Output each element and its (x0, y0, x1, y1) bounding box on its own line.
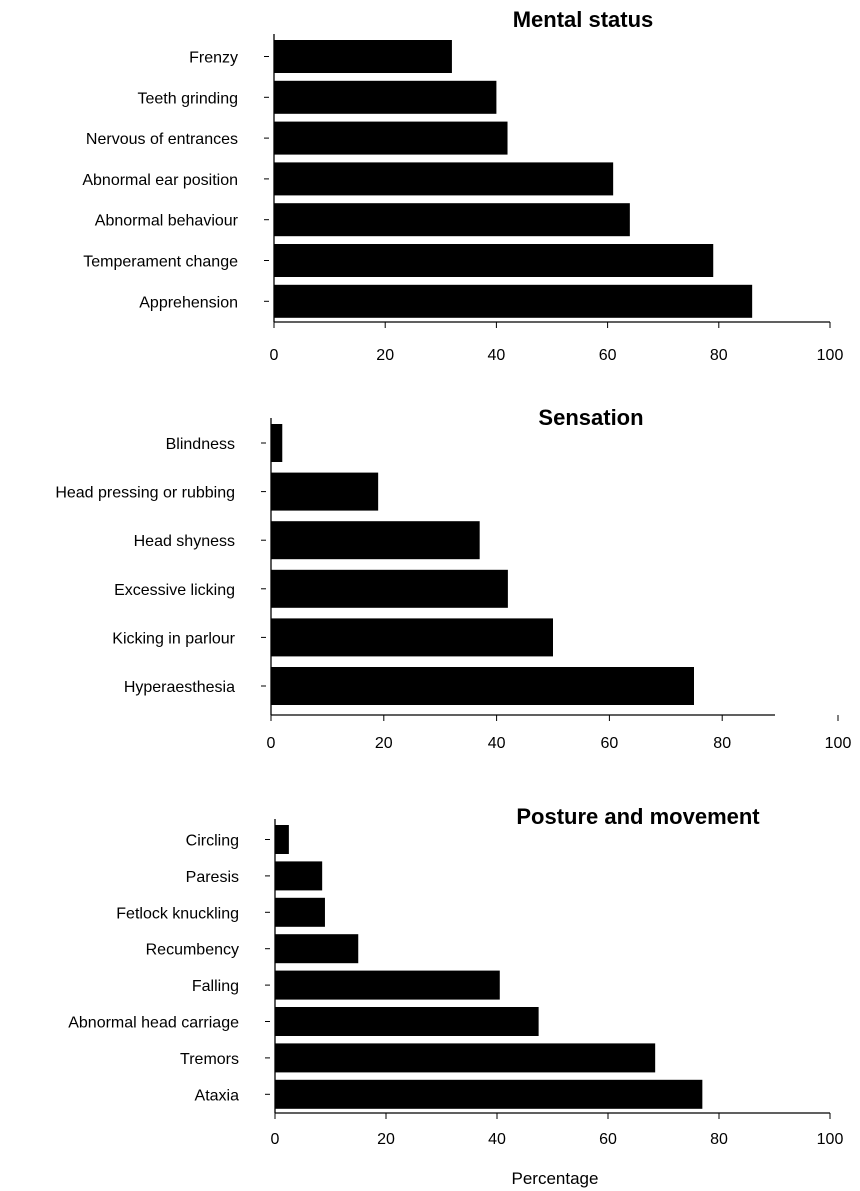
category-label: Paresis (185, 868, 239, 886)
x-tick-label: 100 (824, 735, 852, 752)
category-label: Blindness (165, 436, 235, 453)
category-label: Excessive licking (114, 581, 235, 599)
bar-4 (271, 570, 508, 608)
x-tick-label: 0 (270, 1131, 280, 1148)
x-tick-label: 20 (374, 735, 393, 752)
x-axis-title: Percentage (511, 1169, 599, 1188)
bar-6 (275, 1007, 539, 1036)
x-tick-label: 40 (487, 735, 506, 752)
category-label: Hyperaesthesia (123, 679, 235, 696)
chart-panel-1 (82, 7, 843, 364)
bar-6 (271, 667, 694, 705)
category-label: Head pressing or rubbing (55, 484, 235, 502)
x-tick-label: 40 (488, 1131, 506, 1148)
bar-5 (271, 618, 553, 656)
x-tick-label: 0 (266, 735, 276, 752)
category-label: Teeth grinding (137, 90, 238, 108)
category-label: Kicking in parlour (112, 630, 235, 648)
category-label: Abnormal ear position (82, 171, 238, 189)
x-tick-label: 100 (816, 347, 844, 364)
chart-title: Posture and movement (516, 804, 760, 829)
x-tick-label: 100 (816, 1131, 844, 1148)
bar-2 (271, 473, 378, 511)
x-tick-label: 80 (713, 735, 732, 752)
bar-3 (275, 898, 325, 927)
category-label: Circling (185, 832, 239, 850)
x-tick-label: 80 (710, 1131, 728, 1148)
category-label: Nervous of entrances (85, 131, 238, 149)
category-label: Ataxia (194, 1087, 239, 1105)
category-label: Falling (191, 978, 239, 996)
bar-5 (274, 203, 630, 236)
bar-8 (275, 1080, 702, 1109)
bar-2 (275, 861, 322, 890)
chart-panel-3 (68, 804, 843, 1188)
category-label: Frenzy (189, 49, 238, 67)
x-tick-label: 60 (599, 1131, 617, 1148)
bar-7 (275, 1043, 655, 1072)
category-label: Temperament change (83, 253, 238, 271)
category-label: Abnormal head carriage (68, 1014, 239, 1032)
chart-panel-2 (55, 405, 851, 752)
category-label: Fetlock knuckling (116, 905, 239, 923)
bar-5 (275, 971, 500, 1000)
bar-1 (271, 424, 282, 462)
category-label: Abnormal behaviour (94, 212, 238, 230)
bar-1 (274, 40, 452, 73)
x-tick-label: 60 (598, 347, 617, 364)
bar-4 (275, 934, 358, 963)
category-label: Tremors (180, 1050, 239, 1068)
bar-6 (274, 244, 713, 277)
x-tick-label: 60 (600, 735, 619, 752)
x-tick-label: 0 (269, 347, 279, 364)
bar-2 (274, 81, 496, 114)
x-tick-label: 40 (487, 347, 506, 364)
bar-3 (271, 521, 480, 559)
bar-3 (274, 122, 508, 155)
category-label: Apprehension (139, 294, 238, 312)
chart-title: Sensation (538, 405, 644, 430)
x-tick-label: 20 (377, 1131, 395, 1148)
chart-title: Mental status (512, 7, 654, 32)
x-tick-label: 80 (709, 347, 728, 364)
category-label: Recumbency (145, 941, 239, 959)
x-tick-label: 20 (376, 347, 395, 364)
bar-1 (275, 825, 289, 854)
bar-4 (274, 162, 613, 195)
bar-7 (274, 285, 752, 318)
category-label: Head shyness (133, 533, 235, 551)
